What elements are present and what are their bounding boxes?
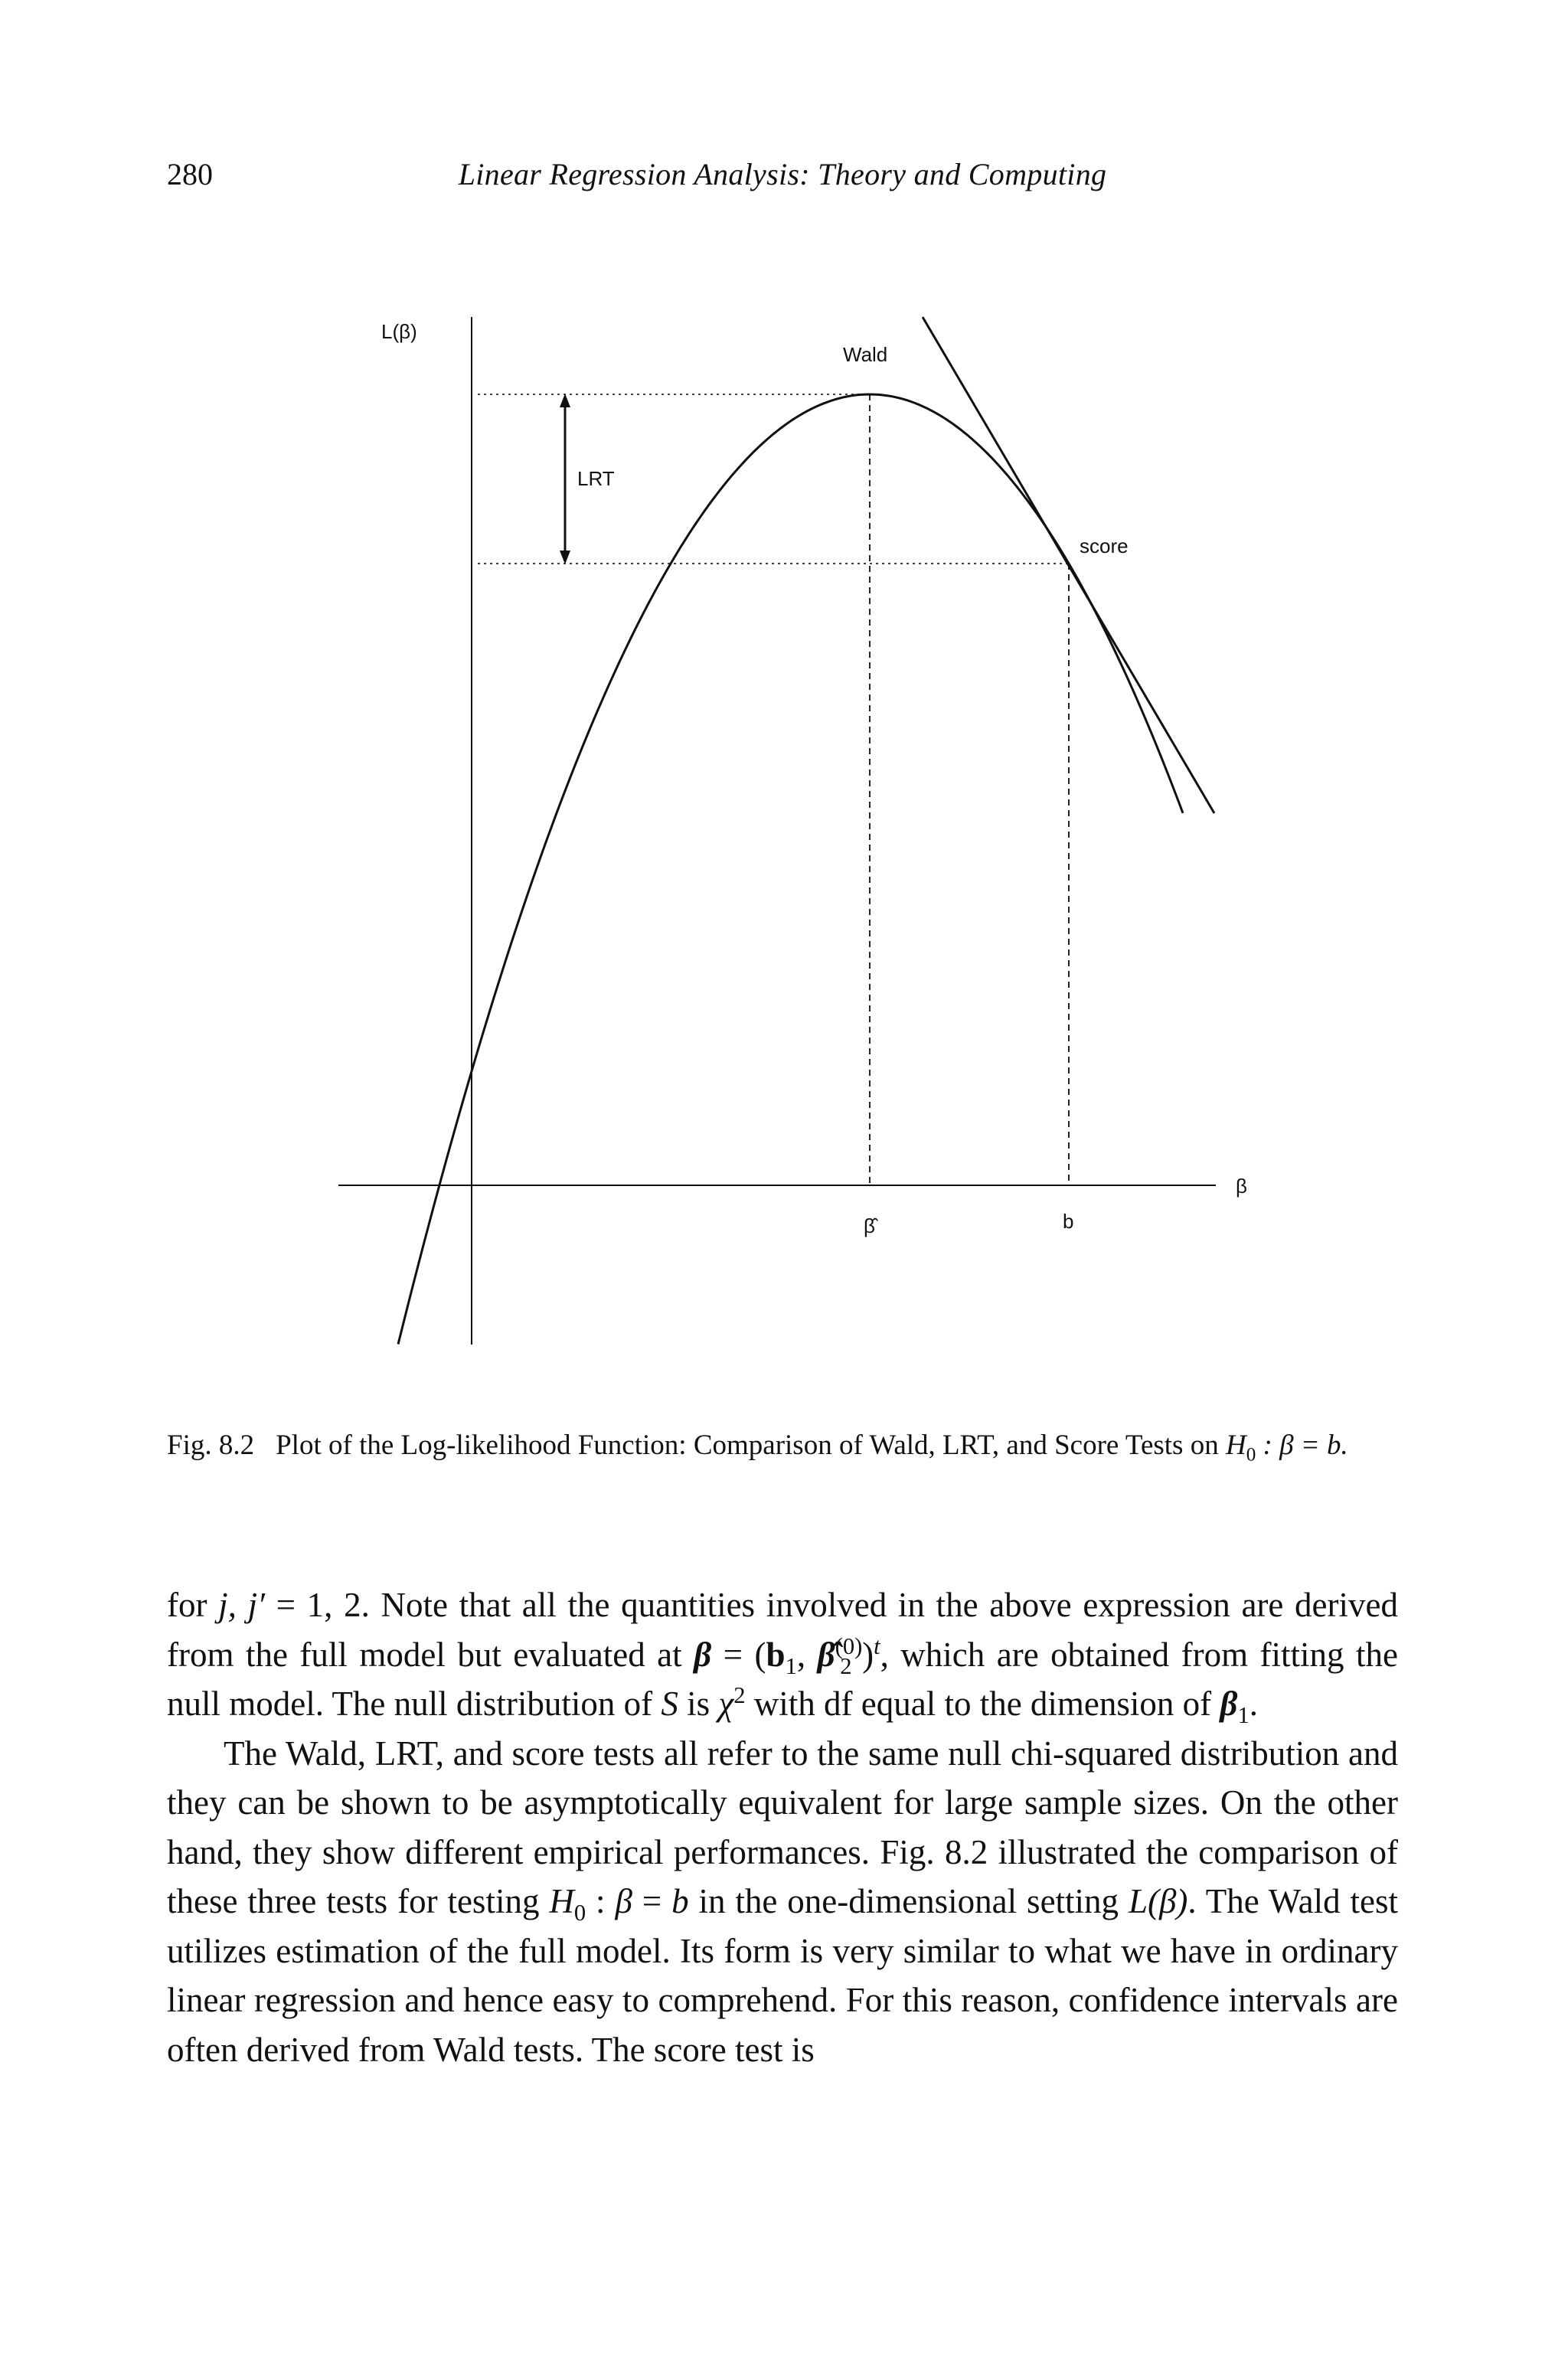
p1-text: , which are obtained from fitting the null model. The null distribution of [167, 1635, 1398, 1723]
figure-caption [167, 1426, 1398, 1465]
p1-math: β [694, 1635, 712, 1674]
p2-math: β [615, 1882, 632, 1920]
p2-text: = [632, 1882, 672, 1920]
p1-subscript: 1 [1237, 1702, 1250, 1728]
p1-text: is [678, 1685, 719, 1723]
caption-h0: H [1225, 1430, 1246, 1461]
p1-text: for [167, 1586, 219, 1624]
b-label: b [1063, 1210, 1074, 1233]
p1-text: = ( [711, 1635, 766, 1674]
beta-hat-label: β̂ [864, 1214, 875, 1237]
p1-subscript: 2 [840, 1652, 852, 1679]
p1-math: b [766, 1635, 786, 1674]
body-text [167, 1580, 1398, 2074]
p1-math: β̂ [817, 1635, 835, 1674]
y-axis-label: L(β) [381, 320, 417, 343]
log-likelihood-curve [398, 394, 1183, 1345]
p1-text: , [796, 1635, 818, 1674]
running-title: Linear Regression Analysis: Theory and Computing [458, 157, 1107, 191]
paragraph-1 [167, 1580, 1398, 1729]
score-label: score [1080, 534, 1129, 557]
p2-text: : [586, 1882, 616, 1920]
p2-subscript: 0 [573, 1900, 586, 1926]
p1-text: with df equal to the dimension of [745, 1685, 1220, 1723]
x-axis-label: β [1236, 1175, 1247, 1198]
caption-hypothesis: : β = b. [1256, 1430, 1348, 1461]
p2-text: . The Wald test utilizes estimation of the full model. Its form is very similar to what we have in ordinary linear regression and hence easy to comprehend. For this reason, confidence intervals are often derived from Wald tests. The score test is [167, 1882, 1398, 2069]
p1-math: β [1220, 1685, 1238, 1723]
p1-math: χ [718, 1685, 734, 1723]
figure-number: Fig. 8.2 [167, 1430, 255, 1461]
lrt-arrow-head-up [560, 394, 570, 407]
p1-superscript: t [874, 1632, 880, 1659]
lrt-label: LRT [577, 467, 615, 490]
lrt-arrow-head-down [560, 551, 570, 564]
p1-text: . [1249, 1685, 1259, 1723]
p2-math: H [549, 1882, 574, 1920]
paragraph-2 [167, 1729, 1398, 2075]
p2-text: The Wald, LRT, and score tests all refer to the same null chi-squared distribution and they can be shown to be asymptotically equivalent for large sample sizes. On the other hand, they show different empirical performances. Fig. 8.2 illustrated the comparison of these three tests for testing [167, 1734, 1398, 1920]
p1-text: ) [862, 1635, 874, 1674]
p2-text: in the one-dimensional setting [688, 1882, 1129, 1920]
p1-subscript: 1 [785, 1652, 797, 1679]
p1-math: j, j′ [218, 1586, 265, 1624]
page-number: 280 [167, 157, 213, 191]
p1-superscript: (0) [835, 1632, 863, 1659]
p1-math: S [661, 1685, 678, 1723]
p1-superscript: 2 [733, 1682, 746, 1708]
wald-label: Wald [843, 343, 888, 366]
caption-text: Plot of the Log-likelihood Function: Comparison of Wald, LRT, and Score Tests on [276, 1430, 1226, 1461]
p1-text: = 1, 2. Note that all the quantities involved in the above expression are derived from the full model but evaluated at [167, 1586, 1398, 1674]
p2-math: L(β) [1128, 1882, 1188, 1920]
p2-math: b [671, 1882, 689, 1920]
caption-h0-subscript: 0 [1246, 1444, 1256, 1466]
